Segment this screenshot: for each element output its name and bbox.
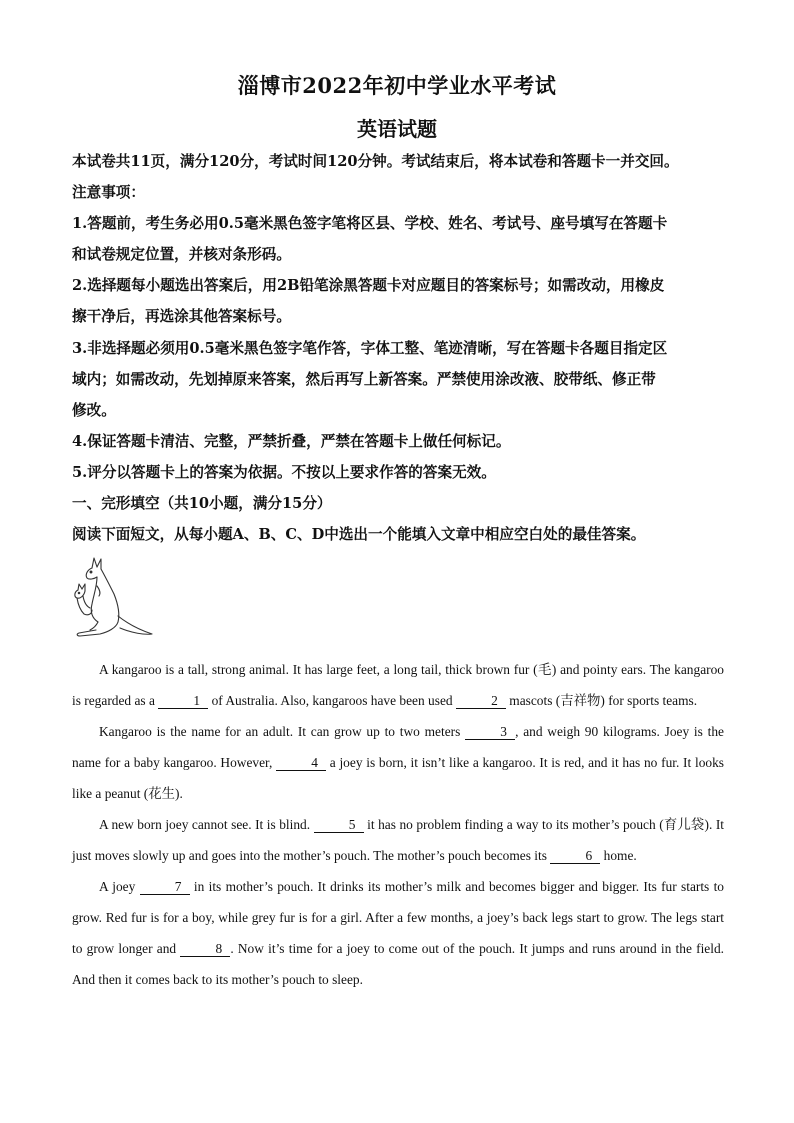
blank-8: 8 bbox=[180, 941, 230, 957]
note-5: 5.评分以答题卡上的答案为依据。不按以上要求作答的答案无效。 bbox=[72, 464, 496, 481]
blank-6: 6 bbox=[550, 848, 600, 864]
blank-3: 3 bbox=[465, 724, 515, 740]
note-3-line-1: 3.非选择题必须用0.5毫米黑色签字笔作答，字体工整、笔迹清晰，写在答题卡各题目指定区 bbox=[72, 340, 668, 357]
note-2-line-1: 2.选择题每小题选出答案后，用2B铅笔涂黑答题卡对应题目的答案标号；如需改动，用橡皮 bbox=[72, 277, 665, 294]
note-2-line-2: 擦干净后，再选涂其他答案标号。 bbox=[72, 308, 291, 325]
notes-heading: 注意事项： bbox=[72, 184, 145, 201]
blank-2: 2 bbox=[456, 693, 506, 709]
subject-title: 英语试题 bbox=[357, 117, 437, 141]
note-3-line-2: 域内；如需改动，先划掉原来答案，然后再写上新答案。严禁使用涂改液、胶带纸、修正带 bbox=[72, 371, 656, 388]
exam-title: 淄博市2022年初中学业水平考试 bbox=[237, 73, 557, 98]
note-4: 4.保证答题卡清洁、完整，严禁折叠，严禁在答题卡上做任何标记。 bbox=[72, 433, 511, 450]
exam-intro: 本试卷共11页，满分120分，考试时间120分钟。考试结束后，将本试卷和答题卡一并交回。 bbox=[72, 153, 679, 170]
passage-paragraph-4: A joey 7 in its mother’s pouch. It drinks its mother’s milk and becomes bigger and bigger. Its fur starts to grow. Red fur is for a boy, while grey fur is for a girl. After a few months, a joey’s back legs start to grow. The legs start to grow longer and 8 . Now it’s time for a joey to come out of the pouch. It jumps and runs around in the field. And then it comes back to its mother’s pouch to sleep. bbox=[72, 879, 724, 987]
note-1-line-2: 和试卷规定位置，并核对条形码。 bbox=[72, 246, 291, 263]
blank-7: 7 bbox=[140, 879, 190, 895]
blank-1: 1 bbox=[158, 693, 208, 709]
passage-paragraph-3: A new born joey cannot see. It is blind. 5 it has no problem finding a way to its mother’s pouch (育儿袋). It just moves slowly up and goes into the mother’s pouch. The mother’s pouch becomes its 6 home. bbox=[72, 817, 724, 863]
passage bbox=[72, 654, 724, 995]
blank-5: 5 bbox=[314, 817, 364, 833]
note-3-line-3: 修改。 bbox=[72, 402, 116, 419]
kangaroo-illustration bbox=[70, 556, 154, 644]
note-1-line-1: 1.答题前，考生务必用0.5毫米黑色签字笔将区县、学校、姓名、考试号、座号填写在答题卡 bbox=[72, 215, 668, 232]
passage-paragraph-1: A kangaroo is a tall, strong animal. It has large feet, a long tail, thick brown fur (毛) and pointy ears. The kangaroo is regarded as a 1 of Australia. Also, kangaroos have been used 2 mascots (吉祥物) for sports teams. bbox=[72, 662, 724, 708]
blank-4: 4 bbox=[276, 755, 326, 771]
section-instruction: 阅读下面短文，从每小题A、B、C、D中选出一个能填入文章中相应空白处的最佳答案。 bbox=[72, 526, 646, 543]
passage-paragraph-2: Kangaroo is the name for an adult. It can grow up to two meters 3 , and weigh 90 kilograms. Joey is the name for a baby kangaroo. However, 4 a joey is born, it isn’t like a kangaroo. It is red, and it has no fur. It looks like a peanut (花生). bbox=[72, 724, 724, 801]
section-heading: 一、完形填空（共10小题，满分15分） bbox=[72, 495, 332, 512]
